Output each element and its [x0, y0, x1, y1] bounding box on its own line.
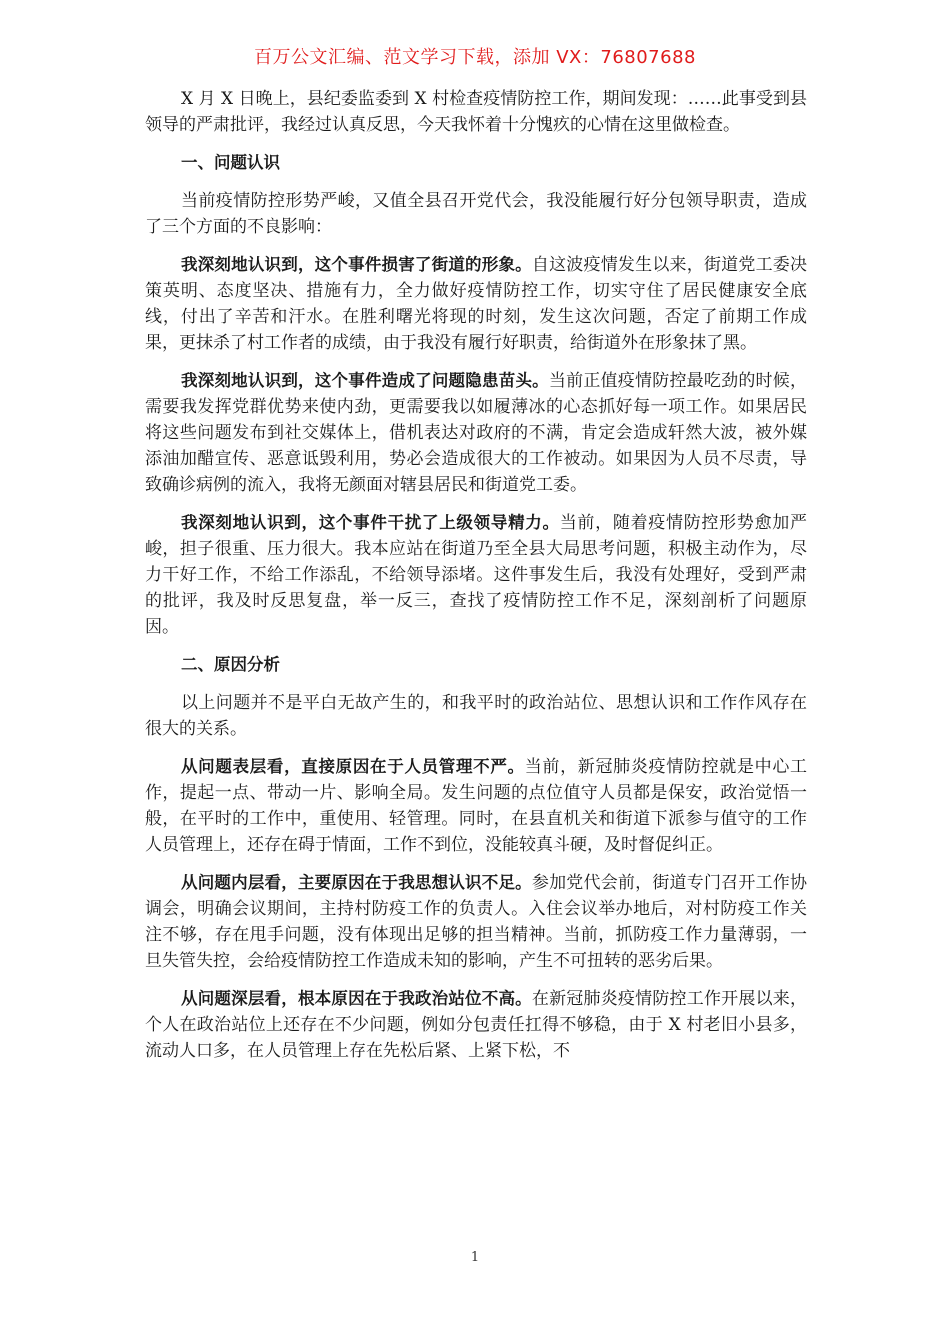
- paragraph-lead: 我深刻地认识到，这个事件干扰了上级领导精力。: [181, 513, 560, 532]
- paragraph-body: 参加党代会前，街道专门召开工作协调会，明确会议期间，主持村防疫工作的负责人。入住会议举办地后，对村防疫工作关注不够，存在甩手问题，没有体现出足够的担当精神。当前，抓防疫工作力量薄弱，一旦失管失控，会给疫情防控工作造成未知的影响，产生不可扭转的恶劣后果。: [145, 873, 807, 971]
- paragraph-body: 自这波疫情发生以来，街道党工委决策英明、态度坚决、措施有力，全力做好疫情防控工作，切实守住了居民健康安全底线，付出了辛苦和汗水。在胜利曙光将现的时刻，发生这次问题，否定了前期工作成果，更抹杀了村工作者的成绩，由于我没有履行好职责，给街道外在形象抹了黑。: [145, 255, 807, 353]
- paragraph-root-cause: [145, 986, 807, 1064]
- paragraph-lead: 我深刻地认识到，这个事件损害了街道的形象。: [181, 255, 532, 274]
- intro-paragraph: X 月 X 日晚上，县纪委监委到 X 村检查疫情防控工作，期间发现：……此事受到县领导的严肃批评，我经过认真反思，今天我怀着十分愧疚的心情在这里做检查。: [145, 89, 807, 135]
- paragraph-lead: 从问题表层看，直接原因在于人员管理不严。: [181, 757, 525, 776]
- document-body: [145, 86, 807, 1076]
- paragraph-lead: 从问题深层看，根本原因在于我政治站位不高。: [181, 989, 532, 1008]
- section-2-heading: 二、原因分析: [181, 655, 280, 674]
- section-2-intro: 以上问题并不是平白无故产生的，和我平时的政治站位、思想认识和工作作风存在很大的关系。: [145, 693, 807, 739]
- paragraph-leadership-distraction: [145, 510, 807, 640]
- paragraph-lead: 我深刻地认识到，这个事件造成了问题隐患苗头。: [181, 371, 549, 390]
- paragraph-inner-cause: [145, 870, 807, 974]
- paragraph-body: 在新冠肺炎疫情防控工作开展以来，个人在政治站位上还存在不少问题，例如分包责任扛得不够稳，由于 X 村老旧小县多，流动人口多，在人员管理上存在先松后紧、上紧下松，不: [145, 989, 807, 1061]
- paragraph-body: 当前，随着疫情防控形势愈加严峻，担子很重、压力很大。我本应站在街道乃至全县大局思考问题，积极主动作为，尽力干好工作，不给工作添乱，不给领导添堵。这件事发生后，我没有处理好，受到严肃的批评，我及时反思复盘，举一反三，查找了疫情防控工作不足，深刻剖析了问题原因。: [145, 513, 808, 637]
- header-banner: 百万公文汇编、范文学习下载，添加 VX：76807688: [254, 47, 696, 68]
- paragraph-body: 当前，新冠肺炎疫情防控就是中心工作，提起一点、带动一片、影响全局。发生问题的点位值守人员都是保安，政治觉悟一般，在平时的工作中，重使用、轻管理。同时，在县直机关和街道下派参与值守的工作人员管理上，还存在碍于情面，工作不到位，没能较真斗硬，及时督促纠正。: [145, 757, 808, 855]
- page-number: 1: [470, 1250, 480, 1265]
- paragraph-image-damage: [145, 252, 807, 356]
- section-1-heading: 一、问题认识: [181, 153, 280, 172]
- paragraph-body: 当前正值疫情防控最吃劲的时候，需要我发挥党群优势来使内劲，更需要我以如履薄冰的心态抓好每一项工作。如果居民将这些问题发布到社交媒体上，借机表达对政府的不满，肯定会造成轩然大波，被外媒添油加醋宣传、恶意诋毁利用，势必会造成很大的工作被动。如果因为人员不尽责，导致确诊病例的流入，我将无颜面对辖县居民和街道党工委。: [145, 371, 808, 495]
- paragraph-surface-cause: [145, 754, 807, 858]
- section-1-intro: 当前疫情防控形势严峻，又值全县召开党代会，我没能履行好分包领导职责，造成了三个方面的不良影响：: [145, 191, 807, 237]
- paragraph-hidden-risk: [145, 368, 807, 498]
- paragraph-lead: 从问题内层看，主要原因在于我思想认识不足。: [181, 873, 532, 892]
